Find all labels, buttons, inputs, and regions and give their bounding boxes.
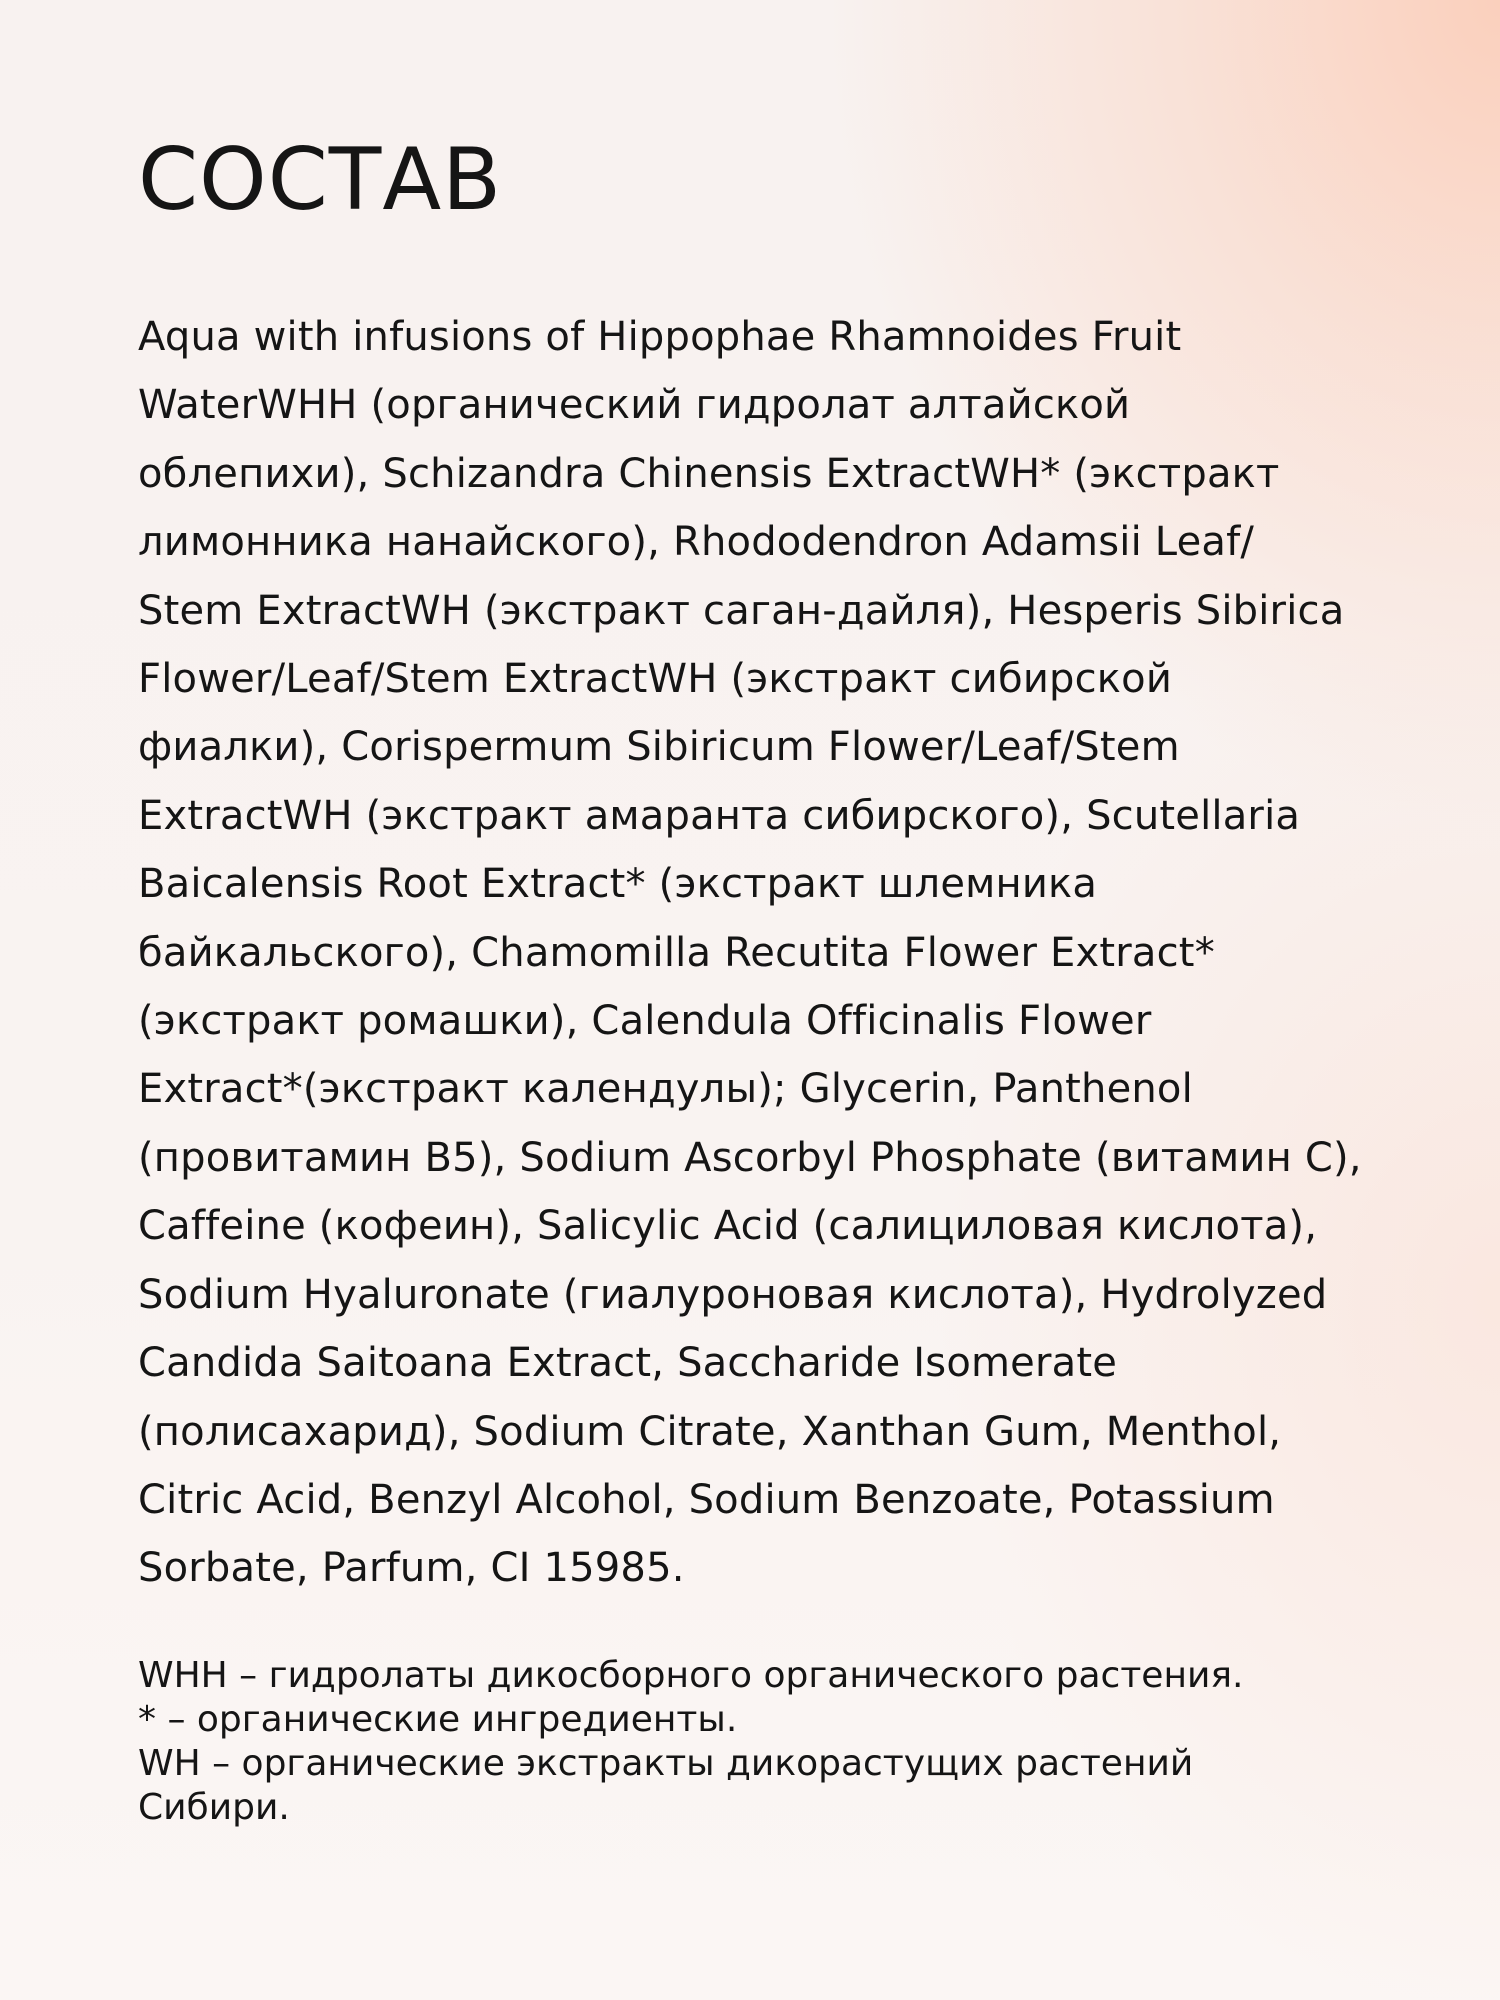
ingredients-line: (полисахарид), Sodium Citrate, Xanthan Gum, Menthol,: [138, 1408, 1282, 1455]
ingredients-line: WaterWHH (органический гидролат алтайской: [138, 382, 1131, 429]
ingredients-line: Caffeine (кофеин), Salicylic Acid (салициловая кислота),: [138, 1203, 1318, 1250]
ingredients-line: Citric Acid, Benzyl Alcohol, Sodium Benzoate, Potassium: [138, 1476, 1275, 1523]
ingredients-line: Extract*(экстракт календулы); Glycerin, Panthenol: [138, 1066, 1193, 1113]
footnotes: [138, 1654, 1438, 1830]
ingredients-line: Stem ExtractWH (экстракт саган-дайля), Hesperis Sibirica: [138, 587, 1345, 634]
footnote-wh-continued: Сибири.: [138, 1787, 290, 1828]
ingredients-line: (провитамин B5), Sodium Ascorbyl Phosphate (витамин С),: [138, 1134, 1362, 1181]
ingredients-line: лимонника нанайского), Rhododendron Adamsii Leaf/: [138, 519, 1255, 566]
ingredients-line: фиалки), Corispermum Sibiricum Flower/Leaf/Stem: [138, 724, 1180, 771]
ingredients-list: [138, 303, 1438, 1603]
ingredients-line: Aqua with infusions of Hippophae Rhamnoides Fruit: [138, 314, 1182, 360]
ingredients-line: (экстракт ромашки), Calendula Officinalis Flower: [138, 998, 1152, 1045]
ingredients-line: ExtractWH (экстракт амаранта сибирского), Scutellaria: [138, 792, 1301, 839]
ingredients-line: Sodium Hyaluronate (гиалуроновая кислота), Hydrolyzed: [138, 1271, 1328, 1318]
page-title: СОСТАВ: [138, 130, 503, 230]
ingredients-line: Candida Saitoana Extract, Saccharide Isomerate: [138, 1340, 1118, 1387]
ingredients-line: Sorbate, Parfum, CI 15985.: [138, 1545, 685, 1592]
ingredients-line: Baicalensis Root Extract* (экстракт шлемника: [138, 861, 1098, 908]
footnote-wh: WH – органические экстракты дикорастущих растений: [138, 1743, 1194, 1784]
footnote-whh: WHH – гидролаты дикосборного органического растения.: [138, 1655, 1244, 1696]
footnote-asterisk: * – органические ингредиенты.: [138, 1699, 738, 1740]
ingredients-line: облепихи), Schizandra Chinensis ExtractWH* (экстракт: [138, 450, 1280, 497]
ingredients-line: байкальского), Chamomilla Recutita Flower Extract*: [138, 929, 1215, 976]
ingredients-line: Flower/Leaf/Stem ExtractWH (экстракт сибирской: [138, 656, 1173, 703]
